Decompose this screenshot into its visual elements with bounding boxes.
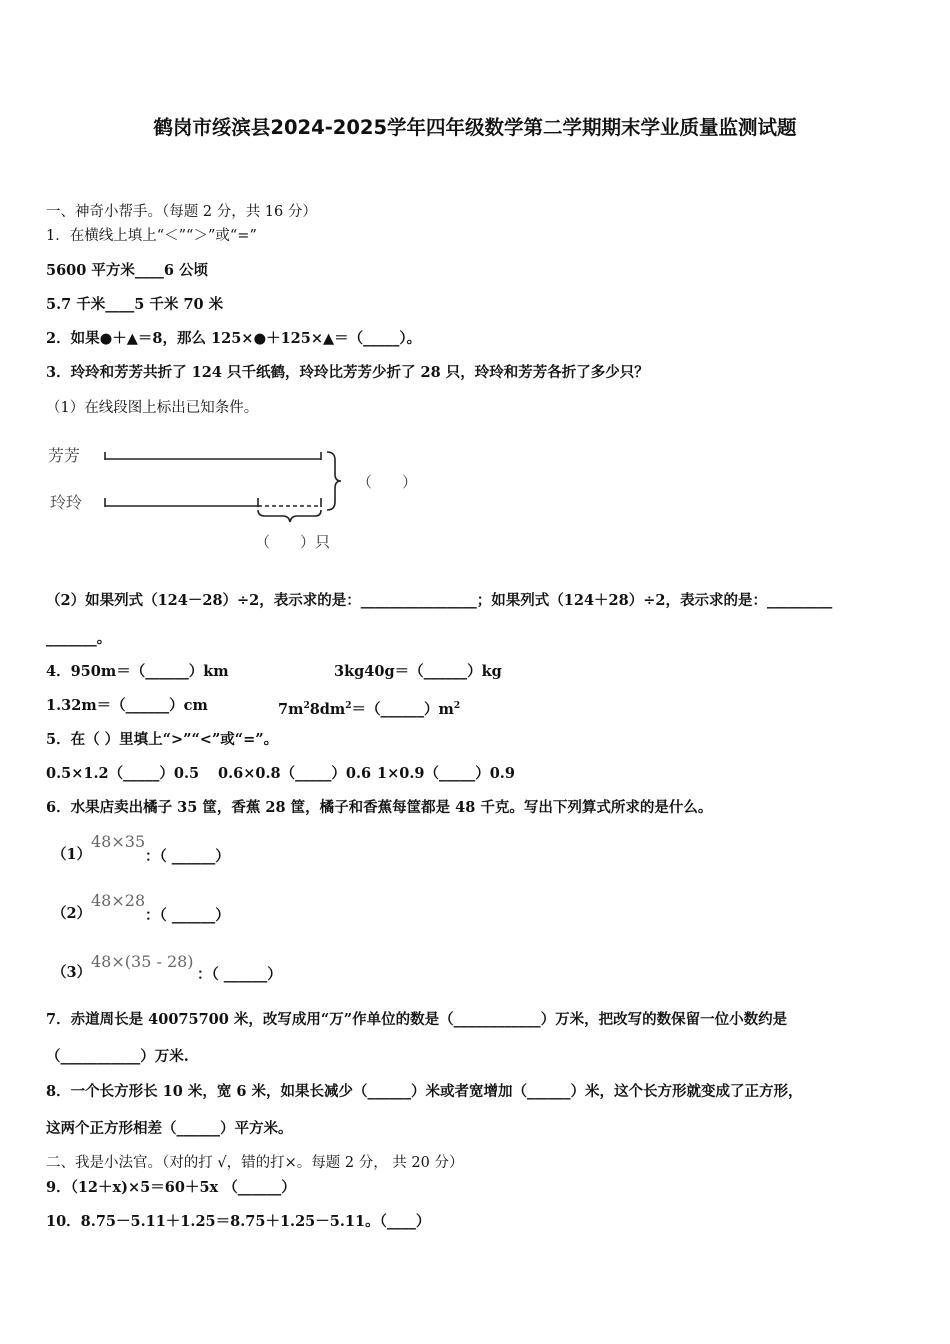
difference-brace — [258, 510, 321, 522]
difference-answer-paren: （ ）只 — [255, 533, 331, 551]
question-5-item-a: 0.5×1.2（_____）0.5 — [46, 765, 200, 782]
question-2-stem: 2．如果●＋▲＝8，那么 125×●＋125×▲＝（_____）。 — [46, 330, 422, 347]
page-title: 鹤岗市绥滨县2024-2025学年四年级数学第二学期期末学业质量监测试题 — [153, 116, 797, 139]
question-8-line-1: 8．一个长方形长 10 米，宽 6 米，如果长减少（______）米或者宽增加（______）米，这个长方形就变成了正方形， — [46, 1083, 803, 1100]
section-1-header: 一、神奇小帮手。（每题 2 分，共 16 分） — [46, 204, 317, 220]
question-7-line-2: （___________）万米. — [46, 1048, 189, 1065]
question-1-item-b: 5.7 千米____5 千米 70 米 — [46, 296, 224, 313]
question-8-line-2: 这两个正方形相差（______）平方米。 — [46, 1120, 293, 1137]
question-6-item-3-expr: 48×(35 - 28) — [91, 952, 194, 971]
question-3-stem: 3．玲玲和芳芳共折了 124 只千纸鹤，玲玲比芳芳少折了 28 只，玲玲和芳芳各折了多少只？ — [46, 364, 649, 381]
question-4-item-d: $7m^28dm^2=(\_\_\_\_\_\_)m^2$ — [278, 700, 461, 718]
question-3-part-2-line-2: _______。 — [46, 630, 112, 647]
total-brace — [327, 452, 341, 510]
question-5-stem: 5．在（ ）里填上“>”“<”或“=”。 — [46, 731, 279, 748]
question-3-part-2-line-1: （2）如果列式（124－28）÷2，表示求的是：________________；如果列式（124＋28）÷2，表示求的是：_________ — [46, 592, 833, 609]
question-1-item-a: 5600 平方米____6 公顷 — [46, 262, 209, 279]
question-4-item-c: 1.32m＝（______）cm — [46, 697, 208, 714]
question-6-item-1-expr: 48×35 — [91, 832, 146, 851]
question-6-item-3-blank: ：（ ______） — [197, 966, 282, 983]
question-3-part-1: （1）在线段图上标出已知条件。 — [46, 400, 259, 416]
question-9-stem: 9．（12＋x)×5＝60＋5x （______） — [46, 1179, 296, 1196]
section-2-header: 二、我是小法官。（对的打 √，错的打×。每题 2 分， 共 20 分） — [46, 1155, 464, 1171]
diagram-label-lingling: 玲玲 — [50, 493, 83, 512]
question-4-item-b: 3kg40g＝（______）kg — [334, 663, 502, 680]
question-6-item-2-num: （2） — [52, 905, 92, 922]
total-answer-paren: （ ） — [357, 473, 418, 491]
question-6-stem: 6．水果店卖出橘子 35 筐，香蕉 28 筐，橘子和香蕉每筐都是 48 千克。写出下列算式所求的是什么。 — [46, 799, 713, 816]
question-6-item-1-num: （1） — [52, 846, 92, 863]
question-6-item-2-blank: ：（ ______） — [145, 907, 230, 924]
question-5-item-b: 0.6×0.8（_____）0.6 — [218, 765, 372, 782]
question-6-item-2-expr: 48×28 — [91, 891, 146, 910]
question-5-item-c: 1×0.9（_____）0.9 — [377, 765, 515, 782]
question-1-stem: 1．在横线上填上“＜”“＞”或“=” — [46, 228, 257, 244]
question-6-item-3-num: （3） — [52, 964, 92, 981]
line-segment-diagram — [95, 440, 355, 530]
diagram-label-fangfang: 芳芳 — [48, 446, 81, 465]
question-6-item-1-blank: ：（ ______） — [145, 848, 230, 865]
question-7-line-1: 7．赤道周长是 40075700 米，改写成用“万”作单位的数是（____________）万米，把改写的数保留一位小数约是 — [46, 1011, 788, 1028]
question-4-item-a: 4．950m＝（______）km — [46, 663, 229, 680]
question-10-stem: 10．8.75－5.11＋1.25＝8.75＋1.25－5.11。（____） — [46, 1213, 431, 1230]
